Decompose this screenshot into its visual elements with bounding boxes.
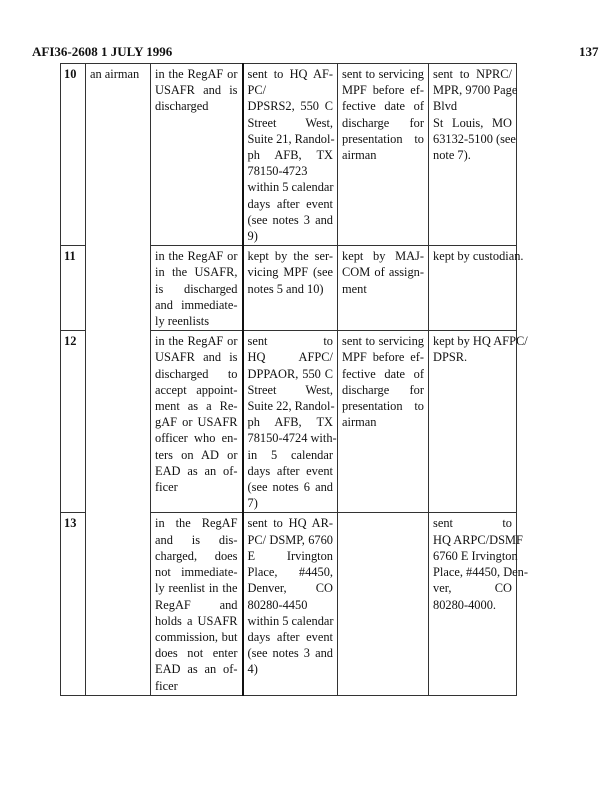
- rule-number-cell: [61, 246, 86, 331]
- form-disposition-cell: [243, 513, 338, 695]
- cell-text-line: PC/: [247, 83, 267, 98]
- cell-text-line: COM of assign-: [342, 265, 424, 280]
- cell-text-line: Place, #4450, Den-: [433, 565, 528, 580]
- cell-text-line: (see notes 3 and: [247, 646, 333, 661]
- certificate-disposition-cell: [338, 513, 429, 695]
- subject-cell: [86, 246, 151, 331]
- record-disposition-cell: [429, 513, 528, 695]
- cell-text-line: airman: [342, 148, 377, 163]
- table-row: [61, 64, 517, 246]
- cell-text-line: does not enter: [155, 646, 238, 661]
- cell-text-line: fective date of: [342, 99, 424, 114]
- cell-text-line: ters on AD or: [155, 447, 238, 462]
- certificate-disposition-cell: [338, 246, 429, 331]
- condition-cell: [151, 513, 243, 695]
- cell-text-line: HQ ARPC/DSMF: [433, 532, 523, 547]
- cell-text-line: MPF before ef-: [342, 350, 424, 365]
- cell-text-line: ficer: [155, 678, 178, 693]
- cell-text-line: kept by the ser-: [247, 249, 333, 264]
- cell-text-line: Street West,: [247, 382, 333, 397]
- cell-text-line: airman: [342, 415, 377, 430]
- cell-text-line: ph AFB, TX: [247, 415, 333, 430]
- cell-text-line: holds a USAFR: [155, 613, 238, 628]
- cell-text-line: kept by HQ AFPC/: [433, 334, 528, 349]
- cell-text-line: DPPAOR, 550 C: [247, 366, 333, 381]
- cell-text-line: RegAF and: [155, 597, 238, 612]
- cell-text-line: within 5 calendar: [247, 180, 334, 195]
- cell-text-line: USAFR and is: [155, 350, 238, 365]
- cell-text-line: 80280-4450: [247, 597, 308, 612]
- cell-text-line: 80280-4000.: [433, 597, 496, 612]
- cell-text-line: commission, but: [155, 629, 238, 644]
- cell-text-line: ph AFB, TX: [247, 148, 333, 163]
- cell-text-line: note 7).: [433, 148, 471, 163]
- cell-text-line: sent to servicing: [342, 334, 424, 349]
- rule-number-cell: [61, 513, 86, 695]
- certificate-disposition-cell: [338, 64, 429, 246]
- cell-text-line: 11: [64, 249, 76, 264]
- cell-text-line: DPSR.: [433, 350, 468, 365]
- document-header: AFI36-2608 1 JULY 1996: [32, 44, 173, 59]
- form-disposition-cell: [243, 64, 338, 246]
- cell-text-line: ver, CO: [433, 581, 512, 596]
- subject-cell: [86, 513, 151, 695]
- form-disposition-cell: [243, 331, 338, 513]
- cell-text-line: (see notes 3 and: [247, 212, 333, 227]
- cell-text-line: Blvd: [433, 99, 458, 114]
- cell-text-line: vicing MPF (see: [247, 265, 333, 280]
- records-table: [60, 63, 528, 696]
- cell-text-line: days after event: [247, 196, 333, 211]
- cell-text-line: presentation to: [342, 131, 424, 146]
- cell-text-line: and is dis-: [155, 532, 238, 547]
- cell-text-line: USAFR and is: [155, 83, 238, 98]
- condition-cell: [151, 64, 243, 246]
- cell-text-line: is discharged: [155, 281, 238, 296]
- certificate-disposition-cell: [338, 331, 429, 513]
- cell-text-line: sent to HQ AR-: [247, 516, 333, 531]
- cell-text-line: DPSRS2, 550 C: [247, 99, 333, 114]
- cell-text-line: E Irvington: [247, 548, 333, 563]
- condition-cell: [151, 331, 243, 513]
- cell-text-line: Denver, CO: [247, 581, 333, 596]
- cell-text-line: 9): [247, 229, 258, 244]
- cell-text-line: in the RegAF: [155, 516, 238, 531]
- cell-text-line: 7): [247, 496, 258, 511]
- cell-text-line: ly reenlists: [155, 314, 210, 329]
- cell-text-line: accept appoint-: [155, 382, 238, 397]
- cell-text-line: PC/ DSMP, 6760: [247, 532, 333, 547]
- cell-text-line: sent to: [247, 334, 333, 349]
- cell-text-line: ment: [342, 281, 367, 296]
- cell-text-line: fective date of: [342, 366, 424, 381]
- table-row: [61, 513, 517, 695]
- table-row: [61, 331, 517, 513]
- cell-text-line: discharge for: [342, 115, 424, 130]
- cell-text-line: days after event: [247, 629, 333, 644]
- cell-text-line: in the RegAF or: [155, 249, 238, 264]
- condition-cell: [151, 246, 243, 331]
- cell-text-line: within 5 calendar: [247, 613, 334, 628]
- cell-text-line: 78150-4724 with-: [247, 431, 337, 446]
- cell-text-line: kept by MAJ-: [342, 249, 424, 264]
- cell-text-line: sent to HQ AF-: [247, 67, 333, 81]
- cell-text-line: notes 5 and 10): [247, 281, 324, 296]
- cell-text-line: EAD as an of-: [155, 463, 238, 478]
- cell-text-line: charged, does: [155, 548, 238, 563]
- cell-text-line: HQ AFPC/: [247, 350, 333, 365]
- cell-text-line: 78150-4723: [247, 164, 308, 179]
- cell-text-line: sent to servicing: [342, 67, 424, 81]
- cell-text-line: in the RegAF or: [155, 67, 238, 81]
- cell-text-line: MPR, 9700 Page: [433, 83, 518, 98]
- cell-text-line: 6760 E Irvington: [433, 548, 518, 563]
- record-disposition-cell: [429, 331, 528, 513]
- cell-text-line: St Louis, MO: [433, 115, 512, 130]
- cell-text-line: in the RegAF or: [155, 334, 238, 349]
- cell-text-line: an airman: [90, 67, 140, 81]
- cell-text-line: in 5 calendar: [247, 447, 333, 462]
- cell-text-line: Street West,: [247, 115, 333, 130]
- record-disposition-cell: [429, 64, 517, 246]
- page-number: 137: [579, 44, 599, 59]
- cell-text-line: presentation to: [342, 399, 424, 414]
- cell-text-line: 13: [64, 516, 77, 531]
- cell-text-line: 4): [247, 662, 258, 677]
- cell-text-line: sent to NPRC/: [433, 67, 512, 81]
- cell-text-line: 63132-5100 (see: [433, 131, 516, 146]
- cell-text-line: ment as a Re-: [155, 399, 238, 414]
- cell-text-line: not immediate-: [155, 565, 238, 580]
- cell-text-line: MPF before ef-: [342, 83, 424, 98]
- cell-text-line: ficer: [155, 480, 178, 495]
- cell-text-line: 10: [64, 67, 77, 81]
- cell-text-line: discharged to: [155, 366, 238, 381]
- cell-text-line: discharged: [155, 99, 209, 114]
- cell-text-line: sent to: [433, 516, 512, 531]
- rule-number-cell: [61, 64, 86, 246]
- cell-text-line: kept by custodian.: [433, 249, 524, 264]
- subject-cell: [86, 64, 151, 246]
- cell-text-line: ly reenlist in the: [155, 581, 238, 596]
- cell-text-line: Suite 22, Randol-: [247, 399, 335, 414]
- cell-text-line: (see notes 6 and: [247, 480, 333, 495]
- cell-text-line: EAD as an of-: [155, 662, 238, 677]
- subject-cell: [86, 331, 151, 513]
- form-disposition-cell: [243, 246, 338, 331]
- cell-text-line: 12: [64, 334, 77, 349]
- cell-text-line: gAF or USAFR: [155, 415, 238, 430]
- cell-text-line: and immediate-: [155, 297, 238, 312]
- cell-text-line: days after event: [247, 463, 333, 478]
- cell-text-line: Place, #4450,: [247, 565, 333, 580]
- cell-text-line: officer who en-: [155, 431, 238, 446]
- cell-text-line: discharge for: [342, 382, 424, 397]
- cell-text-line: Suite 21, Randol-: [247, 131, 335, 146]
- record-disposition-cell: [429, 246, 524, 331]
- table-row: [61, 246, 517, 331]
- cell-text-line: in the USAFR,: [155, 265, 238, 280]
- rule-number-cell: [61, 331, 86, 513]
